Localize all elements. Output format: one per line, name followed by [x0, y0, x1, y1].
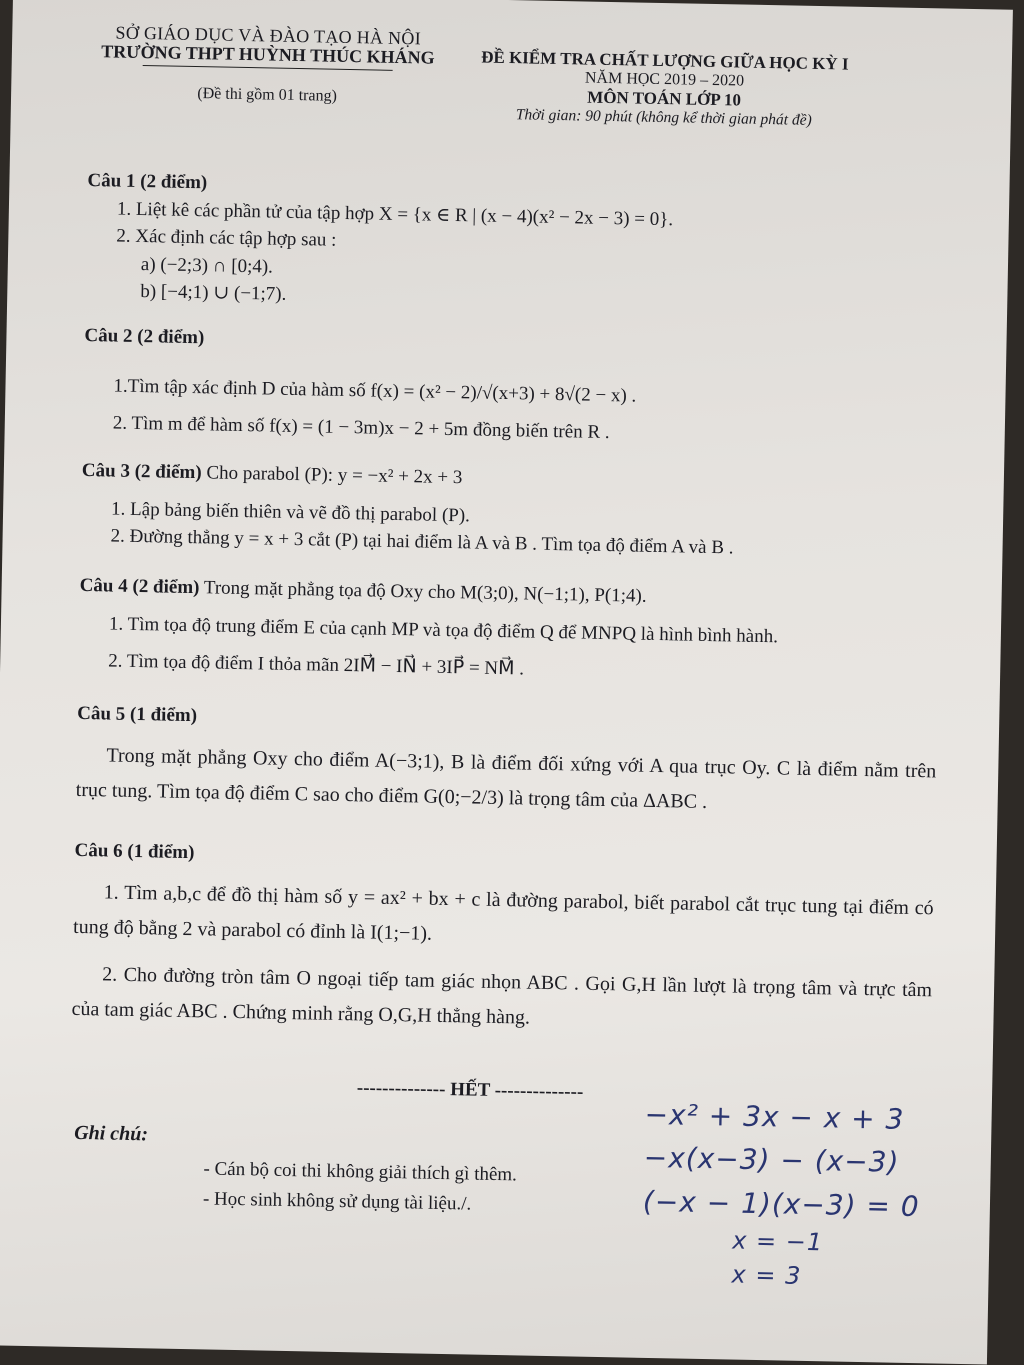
question-3-intro: Cho parabol (P): y = −x² + 2x + 3 — [201, 462, 463, 489]
question-2-part-2: 2. Tìm m để hàm số f(x) = (1 − 3m)x − 2 + 5m đồng biến trên R . — [112, 412, 610, 444]
question-1-part-2a: a) (−2;3) ∩ [0;4). — [140, 253, 274, 278]
question-1 — [85, 167, 947, 321]
handwriting-line-3: (−x − 1)(x−3) = 0 — [642, 1184, 920, 1223]
question-2 — [83, 322, 945, 453]
question-1-part-2b: b) [−4;1) ∪ (−1;7). — [140, 281, 287, 306]
question-1-heading: Câu 1 (2 điểm) — [87, 169, 208, 194]
question-2-heading: Câu 2 (2 điểm) — [84, 324, 205, 349]
subject-title: MÔN TOÁN LỚP 10 — [587, 87, 742, 110]
question-5-text: Trong mặt phẳng Oxy cho điểm A(−3;1), B là điểm đối xứng với A qua trục Oy. C là điểm nằm trên trục tung. Tìm tọa độ điểm C sao cho điểm G(0;−2/3) là trọng tâm của ΔABC . — [75, 744, 937, 813]
handwriting-line-1: −x² + 3x − x + 3 — [644, 1097, 905, 1136]
school-name: TRƯỜNG THPT HUỲNH THÚC KHÁNG — [101, 41, 435, 68]
question-3-part-1: 1. Lập bảng biến thiên và vẽ đồ thị parabol (P). — [110, 498, 471, 526]
question-5-heading: Câu 5 (1 điểm) — [77, 702, 198, 727]
note-label: Ghi chú: — [73, 1121, 149, 1146]
question-4-part-2: 2. Tìm tọa độ điểm I thỏa mãn 2IM⃗ − IN⃗ + 3IP⃗ = NM⃗ . — [108, 650, 525, 680]
question-5 — [75, 700, 937, 824]
pages-note: (Đề thi gồm 01 trang) — [197, 85, 338, 105]
question-4-part-1: 1. Tìm tọa độ trung điểm E của cạnh MP và tọa độ điểm Q để MNPQ là hình bình hành. — [108, 613, 779, 647]
time-limit: Thời gian: 90 phút (không kể thời gian phát đề) — [515, 106, 812, 129]
note-1: - Cán bộ coi thi không giải thích gì thêm. — [203, 1158, 518, 1186]
end-marker: -------------- HẾT -------------- — [356, 1077, 584, 1103]
question-4 — [78, 572, 940, 691]
exam-title: ĐỀ KIỂM TRA CHẤT LƯỢNG GIỮA HỌC KỲ I — [481, 47, 849, 74]
question-6 — [71, 837, 934, 1043]
handwriting-line-4: x = −1 — [731, 1226, 824, 1257]
notes — [203, 1154, 518, 1221]
school-year: NĂM HỌC 2019 – 2020 — [584, 69, 745, 90]
question-6-part-1: 1. Tìm a,b,c để đồ thị hàm số y = ax² + bx + c là đường parabol, biết parabol cắt trục tung tại điểm có tung độ bằng 2 và parabol có đỉnh là I(1;−1). — [72, 880, 934, 945]
handwriting-line-5: x = 3 — [731, 1260, 802, 1290]
question-4-heading: Câu 4 (2 điểm) — [79, 574, 200, 599]
department-name: SỞ GIÁO DỤC VÀ ĐÀO TẠO HÀ NỘI — [115, 22, 422, 49]
handwritten-work — [641, 1093, 921, 1296]
question-4-intro: Trong mặt phẳng tọa độ Oxy cho M(3;0), N(−1;1), P(1;4). — [199, 577, 647, 607]
question-2-part-1: 1.Tìm tập xác định D của hàm số f(x) = (x² − 2)/√(x+3) + 8√(2 − x) . — [113, 375, 637, 407]
handwriting-line-2: −x(x−3) − (x−3) — [643, 1141, 900, 1180]
question-3-heading: Câu 3 (2 điểm) — [81, 459, 202, 484]
header-left — [97, 22, 438, 108]
question-1-part-2: 2. Xác định các tập hợp sau : — [116, 225, 337, 251]
header-right — [464, 47, 865, 131]
question-6-part-2: 2. Cho đường tròn tâm O ngoại tiếp tam giác nhọn ABC . Gọi G,H lần lượt là trọng tâm và trực tâm của tam giác ABC . Chứng minh rằng O,G,H thẳng hàng. — [71, 962, 933, 1029]
question-3 — [80, 457, 942, 566]
question-6-heading: Câu 6 (1 điểm) — [74, 839, 195, 864]
exam-sheet — [41, 11, 991, 1290]
question-3-part-2: 2. Đường thẳng y = x + 3 cắt (P) tại hai điểm là A và B . Tìm tọa độ điểm A và B . — [110, 525, 734, 559]
question-1-part-1: 1. Liệt kê các phần tử của tập hợp X = {x ∈ R | (x − 4)(x² − 2x − 3) = 0}. — [116, 198, 674, 230]
note-2: - Học sinh không sử dụng tài liệu./. — [202, 1188, 472, 1215]
